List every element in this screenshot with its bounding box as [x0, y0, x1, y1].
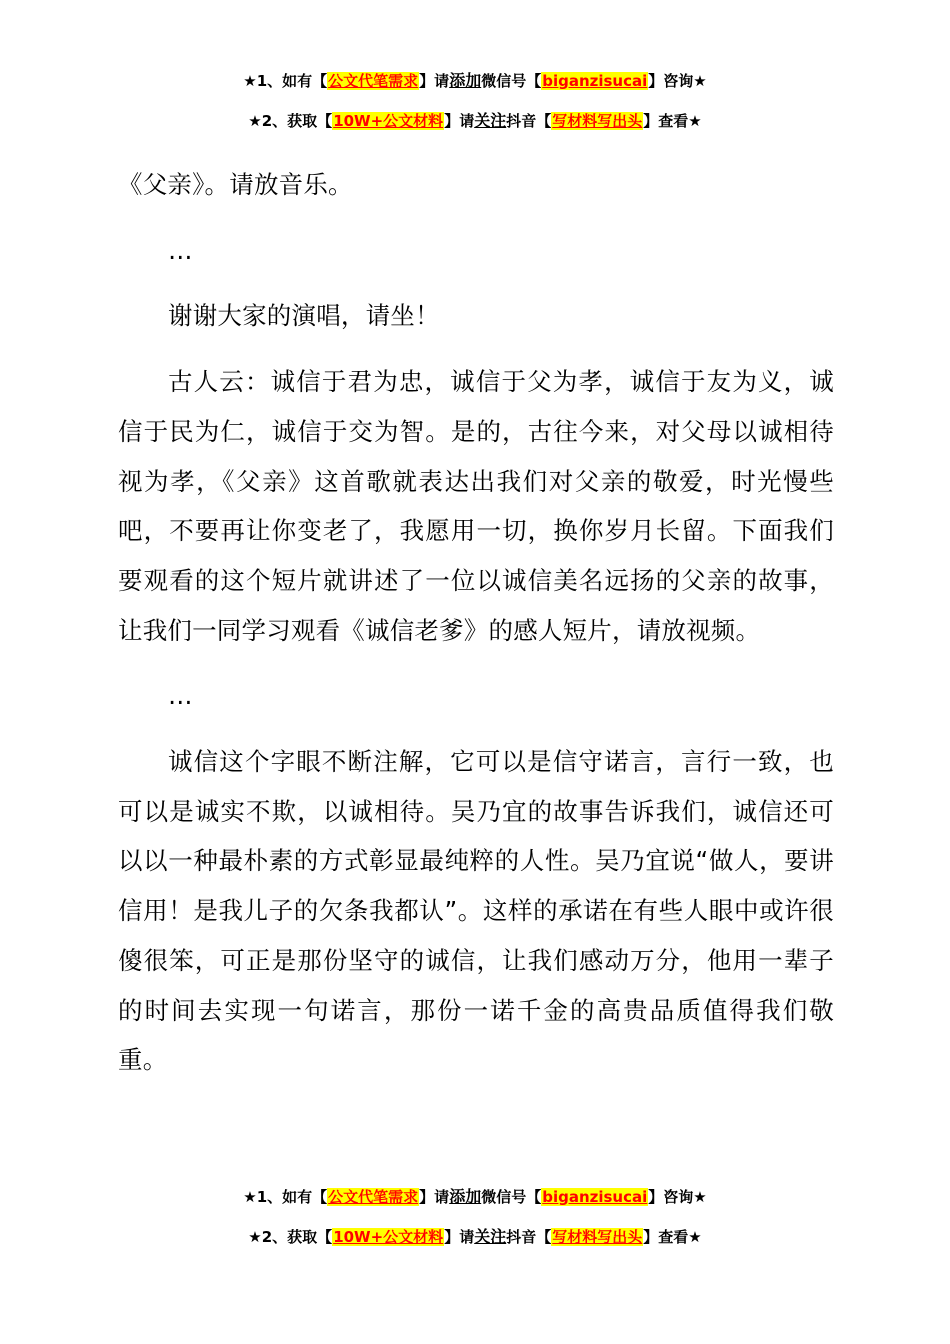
- body-paragraph-1: 《父亲》。请放音乐。: [118, 170, 353, 199]
- footer-line1-highlight-service: 公文代笔需求: [328, 1188, 419, 1206]
- footer-line1-prefix: ★1、如有【: [243, 1188, 328, 1206]
- header-promo-line-1: [0, 71, 950, 93]
- footer-promo-line-2: [0, 1227, 950, 1249]
- header-line1-highlight-wechat: biganzisucai: [542, 72, 648, 90]
- footer-promo-line-1: [0, 1187, 950, 1209]
- header-line2-highlight-materials: 10W+公文材料: [333, 112, 444, 130]
- header-line1-mid2: 微信号【: [481, 72, 542, 90]
- header-line1-mid: 】请: [419, 72, 450, 90]
- header-line2-mid: 】请: [444, 112, 475, 130]
- header-line1-suffix: 】咨询★: [648, 72, 707, 90]
- header-line2-underlined: 关注: [474, 111, 507, 130]
- footer-line1-mid2: 微信号【: [481, 1188, 542, 1206]
- body-paragraph-integrity-quote: 古人云：诚信于君为忠，诚信于父为孝，诚信于友为义，诚信于民为仁，诚信于交为智。是的，古往今来，对父母以诚相待视为孝，《父亲》这首歌就表达出我们对父亲的敬爱，时光慢些吧，不要再让你变老了，我愿用一切，换你岁月长留。下面我们要观看的这个短片就讲述了一位以诚信美名远扬的父亲的故事，让我们一同学习观看《诚信老爹》的感人短片，请放视频。: [118, 367, 834, 645]
- body-paragraph-wu-naiyi: 诚信这个字眼不断注解，它可以是信守诺言，言行一致，也可以是诚实不欺，以诚相待。吴乃宜的故事告诉我们，诚信还可以以一种最朴素的方式彰显最纯粹的人性。吴乃宜说“做人，要讲信用！是我儿子的欠条我都认”。这样的承诺在有些人眼中或许很傻很笨，可正是那份坚守的诚信，让我们感动万分，他用一辈子的时间去实现一句诺言，那份一诺千金的高贵品质值得我们敬重。: [118, 747, 834, 1075]
- document-body: [118, 160, 834, 1101]
- footer-line2-mid: 】请: [444, 1228, 475, 1246]
- header-line2-highlight-douyin: 写材料写出头: [552, 112, 643, 130]
- body-paragraph-thanks: 谢谢大家的演唱，请坐！: [168, 301, 440, 331]
- header-line1-prefix: ★1、如有【: [243, 72, 328, 90]
- header-line1-highlight-service: 公文代笔需求: [328, 72, 419, 90]
- body-ellipsis-1: …: [168, 235, 193, 265]
- footer-line2-highlight-materials: 10W+公文材料: [333, 1228, 444, 1246]
- footer-line1-suffix: 】咨询★: [648, 1188, 707, 1206]
- footer-line2-highlight-douyin: 写材料写出头: [552, 1228, 643, 1246]
- footer-line1-mid: 】请: [419, 1188, 450, 1206]
- footer-line2-suffix: 】查看★: [643, 1228, 702, 1246]
- header-line2-suffix: 】查看★: [643, 112, 702, 130]
- footer-line2-prefix: ★2、获取【: [248, 1228, 333, 1246]
- header-line1-underlined: 添加: [449, 71, 482, 90]
- footer-line2-mid2: 抖音【: [506, 1228, 552, 1246]
- footer-line1-highlight-wechat: biganzisucai: [542, 1188, 648, 1206]
- header-promo-line-2: [0, 111, 950, 133]
- header-line2-prefix: ★2、获取【: [248, 112, 333, 130]
- body-ellipsis-2: …: [168, 681, 193, 711]
- header-line2-mid2: 抖音【: [506, 112, 552, 130]
- footer-line1-underlined: 添加: [449, 1187, 482, 1206]
- footer-line2-underlined: 关注: [474, 1227, 507, 1246]
